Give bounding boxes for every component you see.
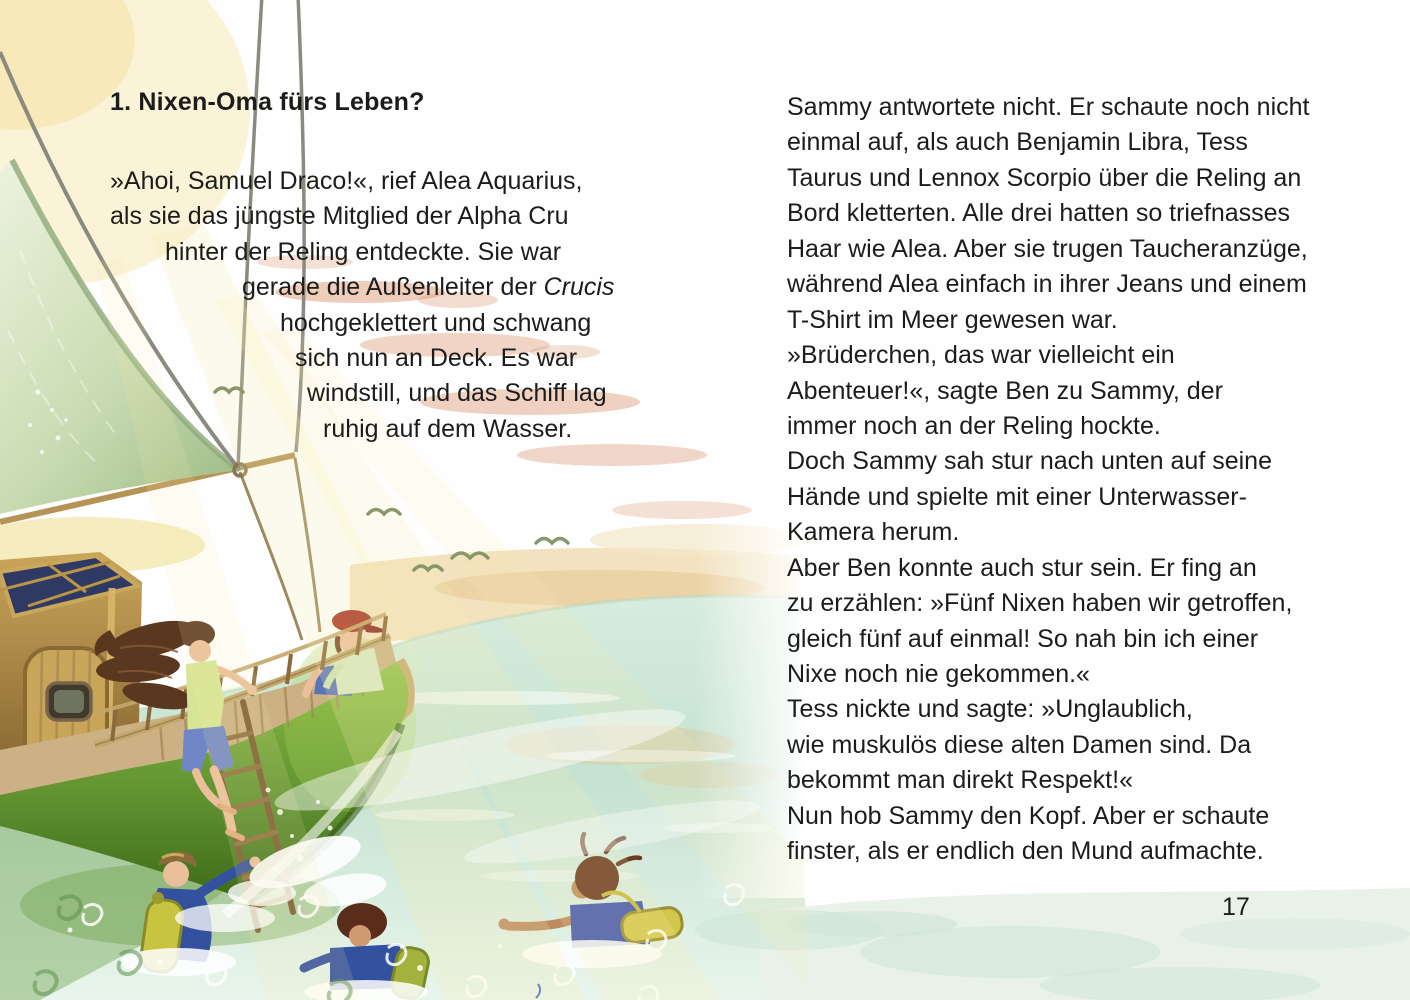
- text-line: »Brüderchen, das war vielleicht ein: [787, 341, 1175, 370]
- text-line: wie muskulös diese alten Damen sind. Da: [787, 730, 1252, 759]
- ship-name-italic: Crucis: [543, 273, 615, 302]
- text-line: Tess nickte und sagte: »Unglaublich,: [787, 695, 1193, 724]
- text-line: Haar wie Alea. Aber sie trugen Taucheranzüge,: [787, 234, 1308, 263]
- paragraph-line: hochgeklettert und schwang: [280, 308, 592, 337]
- page-number: 17: [1222, 893, 1250, 921]
- ben-head: [163, 861, 189, 887]
- text-line: einmal auf, als auch Benjamin Libra, Tess: [787, 128, 1248, 157]
- left-paragraph: [110, 164, 614, 447]
- text-line: Sammy antwortete nicht. Er schaute noch nicht: [787, 93, 1310, 121]
- paragraph-line: windstill, und das Schiff lag: [307, 379, 607, 408]
- text-line: während Alea einfach in ihrer Jeans und einem: [787, 270, 1307, 299]
- seagull-icon: [536, 539, 568, 544]
- text-line: Bord kletterten. Alle drei hatten so triefnasses: [787, 199, 1291, 228]
- text-line: Taurus und Lennox Scorpio über die Reling an: [787, 163, 1302, 192]
- paragraph-line: als sie das jüngste Mitglied der Alpha Cru: [110, 202, 569, 231]
- text-line: Aber Ben konnte auch stur sein. Er fing an: [787, 553, 1257, 582]
- paragraph-line-text: gerade die Außenleiter der: [242, 273, 544, 302]
- paragraph-line: »Ahoi, Samuel Draco!«, rief Alea Aquarius,: [110, 167, 583, 195]
- text-line: Hände und spielte mit einer Unterwasser-: [787, 482, 1247, 511]
- paragraph-line: ruhig auf dem Wasser.: [323, 414, 573, 443]
- text-line: Doch Sammy sah stur nach unten auf seine: [787, 447, 1272, 476]
- text-line: Nixe noch nie gekommen.«: [787, 660, 1090, 688]
- text-line: Nun hob Sammy den Kopf. Aber er schaute: [787, 801, 1270, 830]
- text-line: zu erzählen: »Fünf Nixen haben wir getroffen,: [787, 589, 1293, 618]
- paragraph-line: [110, 270, 614, 305]
- text-line: bekommt man direkt Respekt!«: [787, 766, 1133, 795]
- right-text-column: [787, 90, 1309, 870]
- text-line: Abenteuer!«, sagte Ben zu Sammy, der: [787, 376, 1223, 405]
- paragraph-line: hinter der Reling entdeckte. Sie war: [165, 237, 562, 266]
- text-line: immer noch an der Reling hockte.: [787, 411, 1161, 440]
- text-line: Kamera herum.: [787, 518, 960, 547]
- text-line: T-Shirt im Meer gewesen war.: [787, 305, 1118, 334]
- chapter-heading: 1. Nixen-Oma fürs Leben?: [110, 88, 425, 116]
- text-line: finster, als er endlich den Mund aufmachte.: [787, 837, 1264, 866]
- paragraph-line: sich nun an Deck. Es war: [295, 343, 578, 372]
- text-line: gleich fünf auf einmal! So nah bin ich einer: [787, 624, 1259, 653]
